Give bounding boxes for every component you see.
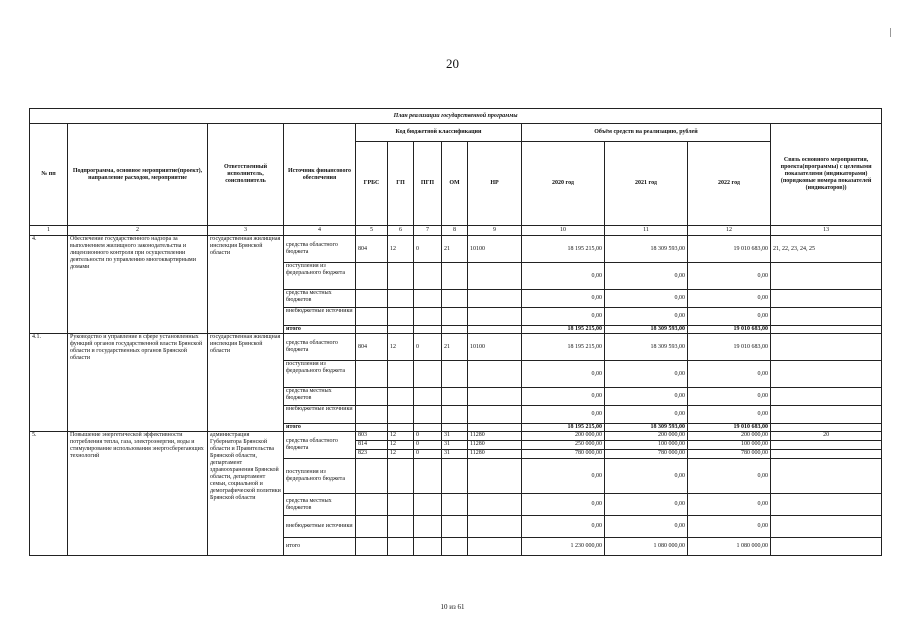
measure-name: Обеспечение государственного надзора за выполнением жилищного законодательства и лицензионного контроля при осуществлении деятельности по управлению многоквартирными домами (68, 236, 208, 334)
amount-2020: 0,00 (522, 406, 605, 424)
code-pgp: 0 (414, 450, 442, 459)
code-om: 31 (442, 441, 468, 450)
header-2022: 2022 год (688, 142, 771, 226)
source-federal: поступления из федерального бюджета (284, 263, 356, 290)
amount-2021: 0,00 (605, 263, 688, 290)
source-local: средства местных бюджетов (284, 290, 356, 308)
amount-2020: 0,00 (522, 308, 605, 326)
code-grbs: 803 (356, 432, 388, 441)
amount-2022: 0,00 (688, 459, 771, 494)
measure-name: Руководство и управление в сфере установленных функций органов государственной власти Брянской области и государственных органов Брянской области (68, 334, 208, 432)
code-grbs: 823 (356, 450, 388, 459)
total-2022: 19 010 683,00 (688, 326, 771, 334)
total-2021: 18 309 593,00 (605, 424, 688, 432)
code-nr: 11280 (468, 432, 522, 441)
header-gp: ГП (388, 142, 414, 226)
amount-2022: 0,00 (688, 406, 771, 424)
amount-2020: 0,00 (522, 361, 605, 388)
header-grbs: ГРБС (356, 142, 388, 226)
amount-2021: 18 309 593,00 (605, 236, 688, 263)
code-pgp: 0 (414, 334, 442, 361)
page-number: 20 (446, 56, 459, 71)
amount-2021: 0,00 (605, 388, 688, 406)
total-2020: 1 230 000,00 (522, 538, 605, 556)
source-federal: поступления из федерального бюджета (284, 361, 356, 388)
column-number: 5 (356, 226, 388, 236)
header-source: Источник финансового обеспечения (284, 124, 356, 226)
amount-2022: 100 000,00 (688, 441, 771, 450)
amount-2020: 250 000,00 (522, 441, 605, 450)
amount-2020: 0,00 (522, 516, 605, 538)
header-2021: 2021 год (605, 142, 688, 226)
total-2022: 19 010 683,00 (688, 424, 771, 432)
amount-2021: 0,00 (605, 494, 688, 516)
amount-2022: 0,00 (688, 494, 771, 516)
amount-2022: 200 000,00 (688, 432, 771, 441)
code-nr: 11280 (468, 450, 522, 459)
amount-2021: 780 000,00 (605, 450, 688, 459)
source-extrabudgetary: внебюджетные источники (284, 308, 356, 326)
row-number: 5. (30, 432, 68, 556)
amount-2022: 0,00 (688, 361, 771, 388)
total-2021: 18 309 593,00 (605, 326, 688, 334)
table-title: План реализации государственной программы (30, 109, 882, 124)
source-regional: средства областного бюджета (284, 236, 356, 263)
code-nr: 10100 (468, 236, 522, 263)
code-om: 21 (442, 236, 468, 263)
header-nr: НР (468, 142, 522, 226)
amount-2022: 19 010 683,00 (688, 236, 771, 263)
amount-2022: 0,00 (688, 263, 771, 290)
responsible-executor: государственная жилищная инспекция Брянской области (208, 236, 284, 334)
amount-2022: 0,00 (688, 516, 771, 538)
source-total: итого (284, 538, 356, 556)
amount-2022: 0,00 (688, 388, 771, 406)
total-2022: 1 080 000,00 (688, 538, 771, 556)
column-number: 8 (442, 226, 468, 236)
amount-2021: 18 309 593,00 (605, 334, 688, 361)
amount-2020: 0,00 (522, 494, 605, 516)
source-extrabudgetary: внебюджетные источники (284, 516, 356, 538)
source-regional: средства областного бюджета (284, 334, 356, 361)
indicator-link: 21, 22, 23, 24, 25 (771, 236, 882, 263)
header-responsible: Ответственный исполнитель, соисполнитель (208, 124, 284, 226)
amount-2022: 0,00 (688, 290, 771, 308)
column-number: 7 (414, 226, 442, 236)
header-num: № пп (30, 124, 68, 226)
page-footer: 10 из 61 (440, 603, 465, 611)
page-edge-mark (890, 28, 891, 37)
source-regional: средства областного бюджета (284, 432, 356, 459)
amount-2020: 0,00 (522, 263, 605, 290)
amount-2021: 100 000,00 (605, 441, 688, 450)
amount-2021: 0,00 (605, 406, 688, 424)
amount-2021: 0,00 (605, 308, 688, 326)
code-grbs: 804 (356, 334, 388, 361)
column-number: 10 (522, 226, 605, 236)
amount-2022: 19 010 683,00 (688, 334, 771, 361)
column-number: 11 (605, 226, 688, 236)
amount-2022: 780 000,00 (688, 450, 771, 459)
code-om: 21 (442, 334, 468, 361)
responsible-executor: администрация Губернатора Брянской области и Правительства Брянской области, департамент здравоохранения Брянской области, департамент семьи, социальной и демографической политики Брянской области (208, 432, 284, 556)
amount-2021: 0,00 (605, 459, 688, 494)
amount-2021: 0,00 (605, 516, 688, 538)
code-om: 31 (442, 432, 468, 441)
code-grbs: 804 (356, 236, 388, 263)
total-2020: 18 195 215,00 (522, 424, 605, 432)
code-gp: 12 (388, 236, 414, 263)
code-gp: 12 (388, 450, 414, 459)
indicator-link: 20 (771, 432, 882, 441)
program-plan-table-wrapper (29, 108, 881, 556)
code-nr: 11280 (468, 441, 522, 450)
source-total: итого (284, 326, 356, 334)
header-pgp: ПГП (414, 142, 442, 226)
amount-2021: 200 000,00 (605, 432, 688, 441)
code-grbs: 814 (356, 441, 388, 450)
amount-2021: 0,00 (605, 361, 688, 388)
header-budget-code: Код бюджетной классификации (356, 124, 522, 142)
header-2020: 2020 год (522, 142, 605, 226)
row-number: 4. (30, 236, 68, 334)
source-total: итого (284, 424, 356, 432)
source-local: средства местных бюджетов (284, 494, 356, 516)
code-gp: 12 (388, 432, 414, 441)
code-pgp: 0 (414, 441, 442, 450)
amount-2020: 200 000,00 (522, 432, 605, 441)
source-extrabudgetary: внебюджетные источники (284, 406, 356, 424)
code-pgp: 0 (414, 236, 442, 263)
amount-2020: 18 195 215,00 (522, 334, 605, 361)
amount-2020: 18 195 215,00 (522, 236, 605, 263)
source-local: средства местных бюджетов (284, 388, 356, 406)
header-link: Связь основного мероприятия, проекта(программы) с целевыми показателями (индикаторами) (порядковые номера показателей (индикаторов)) (771, 124, 882, 226)
header-om: ОМ (442, 142, 468, 226)
measure-name: Повышение энергетической эффективности потребления тепла, газа, электроэнергии, воды и стимулирование использования энергосберегающих технологий (68, 432, 208, 556)
total-2020: 18 195 215,00 (522, 326, 605, 334)
amount-2022: 0,00 (688, 308, 771, 326)
header-volume: Объём средств на реализацию, рублей (522, 124, 771, 142)
responsible-executor: государственная жилищная инспекция Брянской области (208, 334, 284, 432)
program-plan-table (29, 108, 882, 556)
code-pgp: 0 (414, 432, 442, 441)
code-gp: 12 (388, 334, 414, 361)
source-federal: поступления из федерального бюджета (284, 459, 356, 494)
amount-2021: 0,00 (605, 290, 688, 308)
column-number: 13 (771, 226, 882, 236)
column-number: 12 (688, 226, 771, 236)
header-subprogram: Подпрограмма, основное мероприятие(проект), направление расходов, мероприятие (68, 124, 208, 226)
column-number: 1 (30, 226, 68, 236)
code-nr: 10100 (468, 334, 522, 361)
code-gp: 12 (388, 441, 414, 450)
column-number: 2 (68, 226, 208, 236)
row-number: 4.1. (30, 334, 68, 432)
amount-2020: 0,00 (522, 290, 605, 308)
column-number: 4 (284, 226, 356, 236)
column-number: 6 (388, 226, 414, 236)
amount-2020: 0,00 (522, 388, 605, 406)
code-om: 31 (442, 450, 468, 459)
total-2021: 1 080 000,00 (605, 538, 688, 556)
amount-2020: 780 000,00 (522, 450, 605, 459)
column-number: 3 (208, 226, 284, 236)
column-number: 9 (468, 226, 522, 236)
amount-2020: 0,00 (522, 459, 605, 494)
